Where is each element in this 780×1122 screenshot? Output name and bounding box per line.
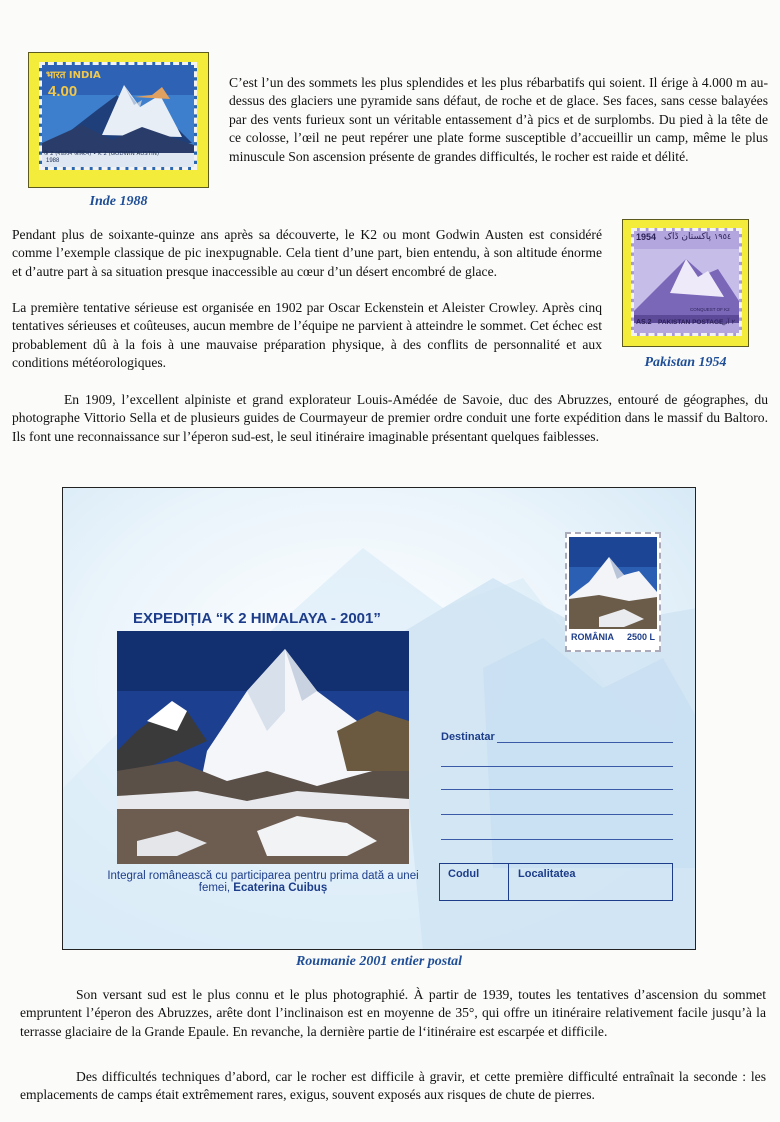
romania-value: 2500 L <box>627 632 656 642</box>
romania-stamp-art <box>569 537 657 629</box>
romania-stamp <box>565 532 661 652</box>
india-year: 1988 <box>46 158 60 164</box>
address-line-4 <box>441 814 673 815</box>
envelope-caption-line-1: Integral românească cu participarea pentru prima dată a unei <box>107 870 419 882</box>
addressee-label: Destinatar <box>441 731 495 743</box>
address-line-1 <box>497 742 673 743</box>
pakistan-caption: Pakistan 1954 <box>644 355 727 370</box>
pakistan-urdu: پاکستان ڈاک <box>664 232 712 242</box>
address-line-3 <box>441 789 673 790</box>
envelope-photo-caption <box>103 870 423 894</box>
paragraph-1: C’est l’un des sommets les plus splendides et les plus rébarbatifs qui soient. Il érige à 4.000 m au-dessus des glaciers une pyramide sans défaut, de roche et de glace. Ses faces, sans cesse balayées par des vents furieux sont un véritable entassement d’à pics et de surplombs. Du pied à la tête de ce colosse, l’œil ne peut repérer une plate forme susceptible d’accueillir un camp, même le plus minuscule Son ascension présente de grandes difficultés, le rocher est raide et délité. <box>229 75 768 164</box>
paragraph-2: Pendant plus de soixante-quinze ans après sa découverte, le K2 ou mont Godwin Austen est considéré comme l’exemple classique de pic inexpugnable. Cela tient d’une part, bien entendu, à son altitude énorme et d’autre part à sa situation presque inaccessible au cœur d’un désert encombré de glace. <box>12 227 602 279</box>
postal-code-divider <box>508 864 509 900</box>
pakistan-year-left: 1954 <box>636 232 657 242</box>
pakistan-stamp-frame <box>622 219 749 347</box>
pakistan-stamp <box>631 228 742 336</box>
pakistan-country: PAKISTAN POSTAGE <box>658 319 724 326</box>
postal-envelope <box>62 487 696 950</box>
locality-label: Localitatea <box>518 868 576 880</box>
pakistan-subtitle: CONQUEST OF K2 <box>690 307 730 312</box>
address-line-2 <box>441 766 673 767</box>
india-stamp-frame <box>28 52 209 188</box>
india-value: 4.00 <box>48 83 78 100</box>
india-country-label: भारत INDIA <box>46 70 101 81</box>
paragraph-4: En 1909, l’excellent alpiniste et grand explorateur Louis-Amédée de Savoie, duc des Abruzzes, entouré de géographes, du photographe Vittorio Sella et de plusieurs guides de Courmayeur de premier ordre conduit une forte expédition dans le massif du Baltoro. Ils font une reconnaissance sur l’éperon sud-est, le seul itinéraire imaginable présentant quelques faiblesses. <box>12 392 768 444</box>
india-inscription: के 2 (गॉडविन ऑस्टिन) • K 2 (GODWIN AUSTIN) <box>44 151 160 157</box>
paragraph-5: Son versant sud est le plus connu et le plus photographié. À partir de 1939, toutes les tentatives d’ascension du sommet empruntent l’éperon des Abruzzes, arête dont l’inclinaison est en moyenne de 35°, qui offre un itinéraire relativement facile jusqu’à la terrasse glaciaire de la Grande Epaule. En revanche, la dernière partie de l‘itinéraire est escarpée et difficile. <box>20 987 766 1039</box>
paragraph-3: La première tentative sérieuse est organisée en 1902 par Oscar Eckenstein et Aleister Crowley. Après cinq tentatives sérieuses et coûteuses, aucun membre de l’équipe ne parvient à atteindre le sommet. Cet échec est probablement dû à la fois à une mauvaise préparation physique, à des conflits de personnalité et aux conditions météorologiques. <box>12 300 602 371</box>
paragraph-6: Des difficultés techniques d’abord, car le rocher est difficile à gravir, et cette première difficulté entraînait la seconde : les emplacements de camps était extrêmement rares, exigus, souvent exposés aux risques de chute de pierres. <box>20 1069 766 1103</box>
envelope-title: EXPEDIȚIA “K 2 HIMALAYA - 2001” <box>133 610 381 627</box>
postal-code-label: Codul <box>448 868 480 880</box>
envelope-caption-prefix: femei, <box>198 882 234 894</box>
romania-country: ROMÂNIA <box>571 632 614 642</box>
k2-mountain-photo <box>117 631 409 864</box>
pakistan-value-text: AS.2 <box>636 319 652 326</box>
envelope-caption-name: Ecaterina Cuibuș <box>233 882 328 894</box>
postal-code-box <box>439 863 673 901</box>
envelope-footer-caption: Roumanie 2001 entier postal <box>295 954 463 969</box>
pakistan-value-right: ٢ آنے <box>722 318 735 326</box>
envelope-photo <box>117 631 409 864</box>
pakistan-year-right: ١٩٥٤ <box>714 232 732 241</box>
india-caption: Inde 1988 <box>89 194 148 209</box>
address-line-5 <box>441 839 673 840</box>
envelope-caption-line-2 <box>103 882 423 894</box>
india-stamp <box>39 62 197 170</box>
